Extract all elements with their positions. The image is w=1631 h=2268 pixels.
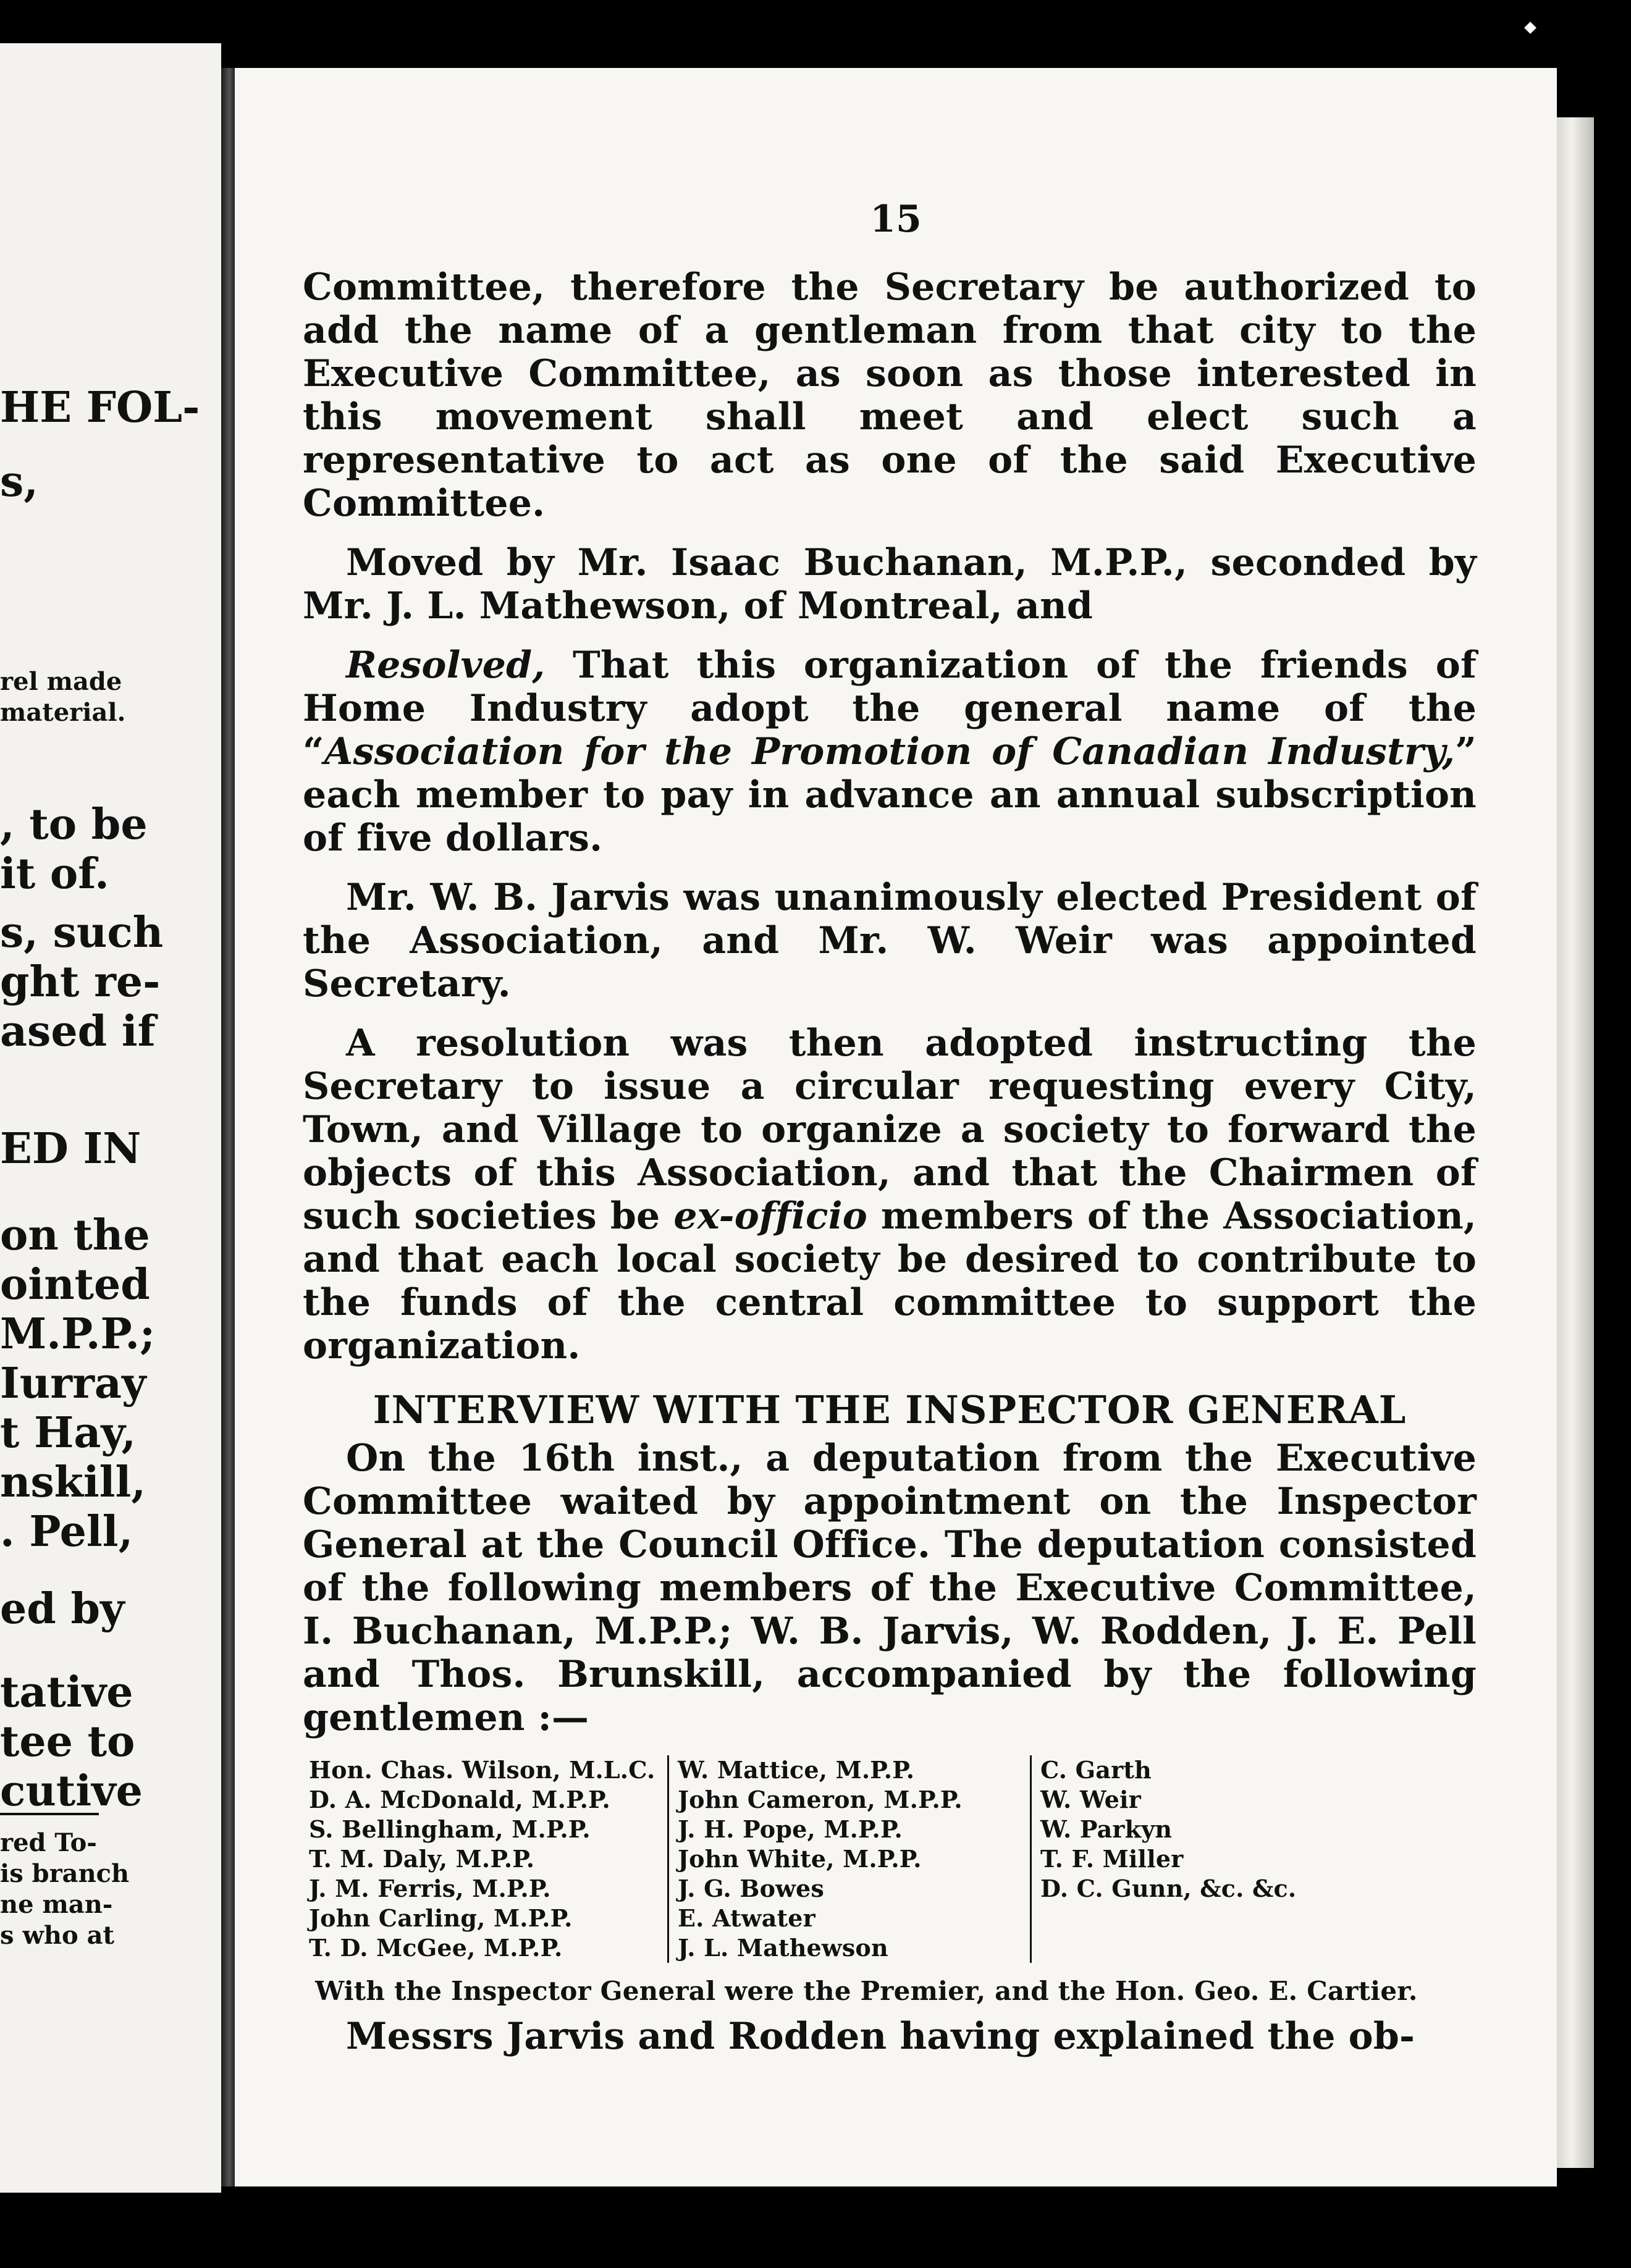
member-name: D. C. Gunn, &c. &c. [1040,1875,1297,1902]
paragraph-committee: Committee, therefore the Secretary be authorized to add the name of a gentleman from that city to the Executive Committee, as soon as those interested in this movement shall meet and elect such a representative to act as one of the said Executive Committee. [303,266,1477,525]
left-page-fragment: , to be [0,800,148,849]
left-page-fragment: s, such [0,908,164,957]
member-name: Hon. Chas. Wilson, M.L.C. [309,1756,655,1784]
left-page-fragment: M.P.P.; [0,1309,156,1359]
page-edge [1557,117,1594,2168]
member-name: D. A. McDonald, M.P.P. [309,1786,610,1813]
inspector-note: With the Inspector General were the Premier, and the Hon. Geo. E. Cartier. [315,1976,1418,2006]
left-page-fragment: nskill, [0,1458,146,1507]
member-name: John Carling, M.P.P. [309,1904,573,1932]
left-page-fragment: on the [0,1211,150,1260]
left-page-fragment: ED IN [0,1124,141,1174]
left-page-fragment: ne man- [0,1890,113,1919]
member-name: T. D. McGee, M.P.P. [309,1934,563,1962]
member-name: W. Parkyn [1040,1815,1173,1843]
left-page-fragment: tative [0,1668,133,1717]
left-page-fragment: Iurray [0,1359,146,1408]
association-name: Association for the Promotion of Canadian Industry, [324,730,1456,773]
resolved-lead: Resolved, [346,644,546,687]
section-heading: INTERVIEW WITH THE INSPECTOR GENERAL [373,1387,1407,1432]
paragraph-moved: Moved by Mr. Isaac Buchanan, M.P.P., seconded by Mr. J. L. Mathewson, of Montreal, and [303,541,1477,628]
left-page-fragment: material. [0,698,126,727]
member-name: S. Bellingham, M.P.P. [309,1815,591,1843]
member-name: J. H. Pope, M.P.P. [678,1815,903,1843]
left-page-fragment: is branch [0,1859,130,1888]
members-column-2 [667,1755,1030,1963]
left-page-fragment: s, [0,457,38,506]
paragraph-circular [303,1022,1477,1367]
member-name: E. Atwater [678,1904,816,1932]
corner-mark [1524,22,1536,34]
left-page-fragment: cutive [0,1766,143,1816]
ex-officio: ex-officio [673,1195,867,1238]
left-page-fragment: t Hay, [0,1408,137,1458]
member-name: T. F. Miller [1040,1845,1184,1873]
left-page-fragment: ght re- [0,957,161,1007]
book-page [235,68,1557,2186]
member-name: T. M. Daly, M.P.P. [309,1845,535,1873]
member-name: J. M. Ferris, M.P.P. [309,1875,551,1902]
resolved-text-1: That this organization of the friends of Home Industry adopt the general name of the “ [303,644,1477,773]
member-name: J. L. Mathewson [678,1934,888,1962]
paragraph-interview: On the 16th inst., a deputation from the Executive Committee waited by appointment on the Inspector General at the Council Office. The deputation consisted of the following members of the Executive Committee, I. Buchanan, M.P.P.; W. B. Jarvis, W. Rodden, J. E. Pell and Thos. Brunskill, accompanied by the following gentlemen :— [303,1437,1477,1739]
paragraph-last-line: Messrs Jarvis and Rodden having explained the ob- [346,2015,1415,2058]
member-name: W. Weir [1040,1786,1141,1813]
left-page-fragment: red To- [0,1828,97,1857]
member-name: C. Garth [1040,1756,1152,1784]
left-page-fragment: s who at [0,1921,114,1950]
left-page-rule [0,1813,99,1815]
paragraph-president: Mr. W. B. Jarvis was unanimously elected President of the Association, and Mr. W. Weir was appointed Secretary. [303,876,1477,1006]
resolved-text-2: ” each member to pay in advance an annual subscription of five dollars. [303,730,1477,860]
book-gutter [221,68,235,2186]
paragraph-resolved [303,644,1477,860]
members-list [303,1755,1477,1963]
left-page-fragment: ed by [0,1584,125,1634]
left-page-fragment: ased if [0,1007,156,1056]
member-name: John White, M.P.P. [678,1845,922,1873]
left-page-fragment: tee to [0,1717,135,1766]
left-page-fragment: . Pell, [0,1507,133,1556]
members-column-3 [1030,1755,1393,1963]
member-name: J. G. Bowes [678,1875,824,1902]
circular-text-2: members of the Association, and that each local society be desired to contribute to the funds of the central committee to support the organization. [303,1195,1477,1367]
member-name: W. Mattice, M.P.P. [678,1756,915,1784]
left-page-fragment: HE FOL- [0,383,200,432]
left-page-fragment: it of. [0,849,109,899]
page-text [303,266,1477,2074]
previous-page-fragment [0,43,221,2193]
left-page-fragment: ointed [0,1260,150,1309]
member-name: John Cameron, M.P.P. [678,1786,963,1813]
page-number: 15 [870,198,922,241]
left-page-fragment: rel made [0,667,122,696]
circular-text-1: A resolution was then adopted instructing the Secretary to issue a circular requesting every City, Town, and Village to organize a society to forward the objects of this Association, and that the Chairmen of such societies be [303,1022,1477,1238]
members-column-1 [303,1755,667,1963]
